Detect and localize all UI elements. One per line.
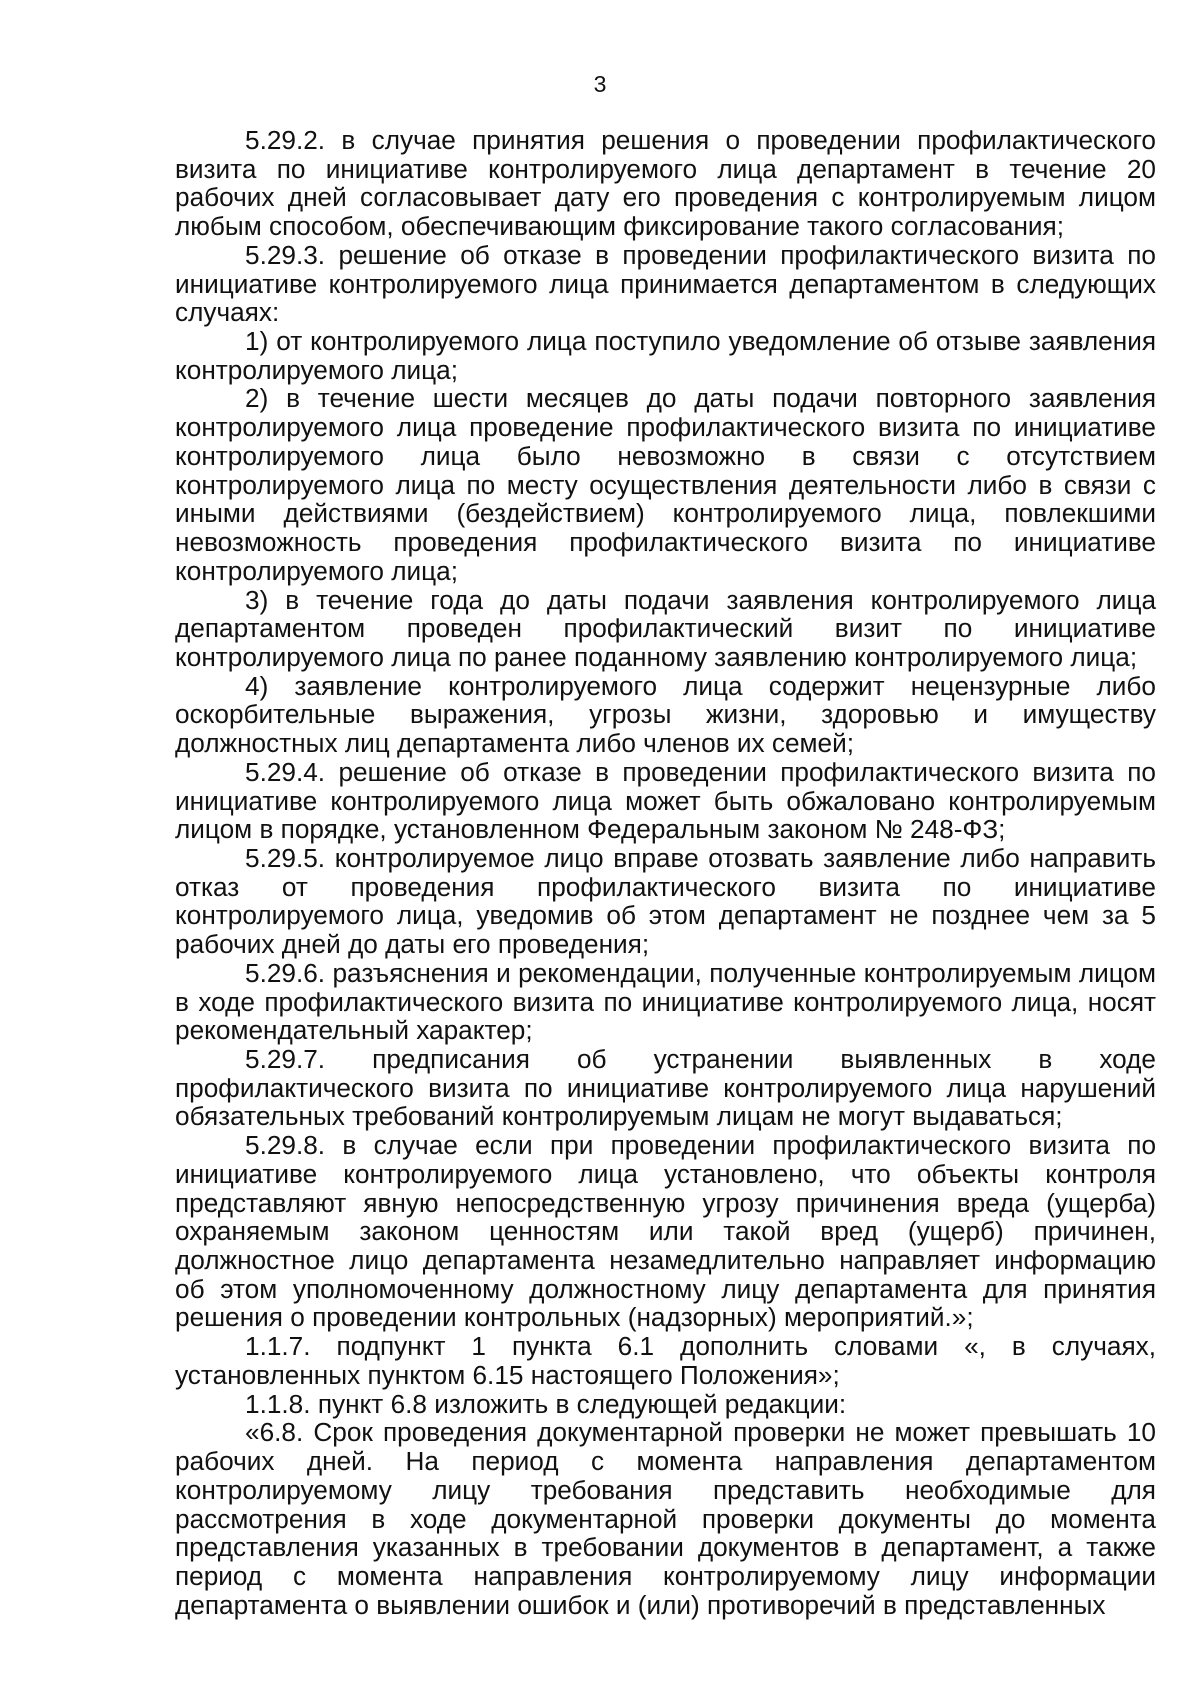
paragraph-5-29-7 (175, 1045, 1156, 1131)
list-item-text: от контролируемого лица поступило уведомление об отзыве заявления контролируемого лица; (175, 326, 1156, 385)
paragraph-number: 5.29.7. (245, 1044, 326, 1074)
paragraph-number: 5.29.4. (245, 756, 326, 787)
paragraph-number: 5.29.3. (245, 239, 326, 270)
paragraph-6-8 (175, 1418, 1156, 1619)
paragraph-text: разъяснения и рекомендации, полученные контролируемым лицом в ходе профилактического визита по инициативе контролируемого лица, носят рекомендательный характер; (175, 957, 1157, 1046)
paragraph-5-29-5 (175, 844, 1156, 959)
paragraph-number: 5.29.8. (245, 1130, 326, 1161)
paragraph-5-29-4 (175, 758, 1156, 844)
paragraph-number: 5.29.6. (245, 957, 326, 988)
paragraph-text: решение об отказе в проведении профилактического визита по инициативе контролируемого лица может быть обжаловано контролируемым лицом в порядке, установленном Федеральным законом № 248-ФЗ; (175, 756, 1156, 845)
list-item-number: 1) (245, 326, 269, 357)
paragraph-number: 5.29.2. (245, 125, 326, 155)
page-number: 3 (593, 71, 607, 97)
paragraph-text: предписания об устранении выявленных в ходе профилактического визита по инициативе контролируемого лица нарушений обязательных требований контролируемым лицам не могут выдаваться; (175, 1044, 1156, 1132)
paragraph-number: 1.1.7. (245, 1331, 311, 1362)
list-item-text: в течение года до даты подачи заявления контролируемого лица департаментом проведен профилактический визит по инициативе контролируемого лица по ранее поданному заявлению контролируемого лица; (175, 584, 1157, 672)
paragraph-5-29-8 (175, 1131, 1156, 1332)
paragraph-text: пункт 6.8 изложить в следующей редакции: (317, 1388, 847, 1419)
list-item-text: в течение шести месяцев до даты подачи повторного заявления контролируемого лица проведение профилактического визита по инициативе контролируемого лица было невозможно в связи с отсутствием контролируемого лица по месту осуществления деятельности либо в связи с иными действиями (бездействием) контролируемого лица, повлекшими невозможность проведения профилактического визита по инициативе контролируемого лица; (175, 383, 1157, 586)
paragraph-text: решение об отказе в проведении профилактического визита по инициативе контролируемого лица принимается департаментом в следующих случаях: (175, 239, 1156, 328)
list-item-number: 2) (245, 383, 269, 414)
list-item-number: 4) (245, 670, 269, 701)
paragraph-5-29-6 (175, 959, 1156, 1045)
paragraph-text: в случае если при проведении профилактического визита по инициативе контролируемого лица установлено, что объекты контроля представляют явную непосредственную угрозу причинения вреда (ущерба) охраняемым законом ценностям или такой вред (ущерб) причинен, должностное лицо департамента незамедлительно направляет информацию об этом уполномоченному должностному лицу департамента для принятия решения о проведении контрольных (надзорных) мероприятий.»; (175, 1130, 1157, 1333)
paragraph-text: в случае принятия решения о проведении профилактического визита по инициативе контролируемого лица департамент в течение 20 рабочих дней согласовывает дату его проведения с контролируемым лицом любым способом, обеспечивающим фиксирование такого согласования; (175, 125, 1156, 242)
paragraph-number: «6.8. (245, 1417, 304, 1448)
list-item-4 (175, 672, 1156, 758)
list-item-3 (175, 586, 1156, 672)
paragraph-number: 5.29.5. (245, 842, 326, 873)
list-item-number: 3) (245, 584, 269, 615)
paragraph-text: подпункт 1 пункта 6.1 дополнить словами «, в случаях, установленных пунктом 6.15 настоящего Положения»; (175, 1331, 1157, 1390)
document-body (175, 126, 1156, 1619)
paragraph-text: Срок проведения документарной проверки не может превышать 10 рабочих дней. На период с момента направления департаментом контролируемому лицу требования представить необходимые для рассмотрения в ходе документарной проверки документы до момента представления указанных в требовании документов в департамент, а также период с момента направления контролируемому лицу информации департамента о выявлении ошибок и (или) противоречий в представленных (175, 1417, 1156, 1620)
list-item-text: заявление контролируемого лица содержит нецензурные либо оскорбительные выражения, угрозы жизни, здоровью и имуществу должностных лиц департамента либо членов их семей; (175, 670, 1156, 759)
paragraph-5-29-3 (175, 241, 1156, 327)
list-item-2 (175, 384, 1156, 585)
list-item-1 (175, 327, 1156, 384)
paragraph-text: контролируемое лицо вправе отозвать заявление либо направить отказ от проведения профилактического визита по инициативе контролируемого лица, уведомив об этом департамент не позднее чем за 5 рабочих дней до даты его проведения; (175, 842, 1156, 960)
paragraph-1-1-7 (175, 1332, 1156, 1389)
paragraph-1-1-8 (175, 1390, 1156, 1419)
paragraph-number: 1.1.8. (245, 1388, 311, 1419)
paragraph-5-29-2 (175, 126, 1156, 241)
